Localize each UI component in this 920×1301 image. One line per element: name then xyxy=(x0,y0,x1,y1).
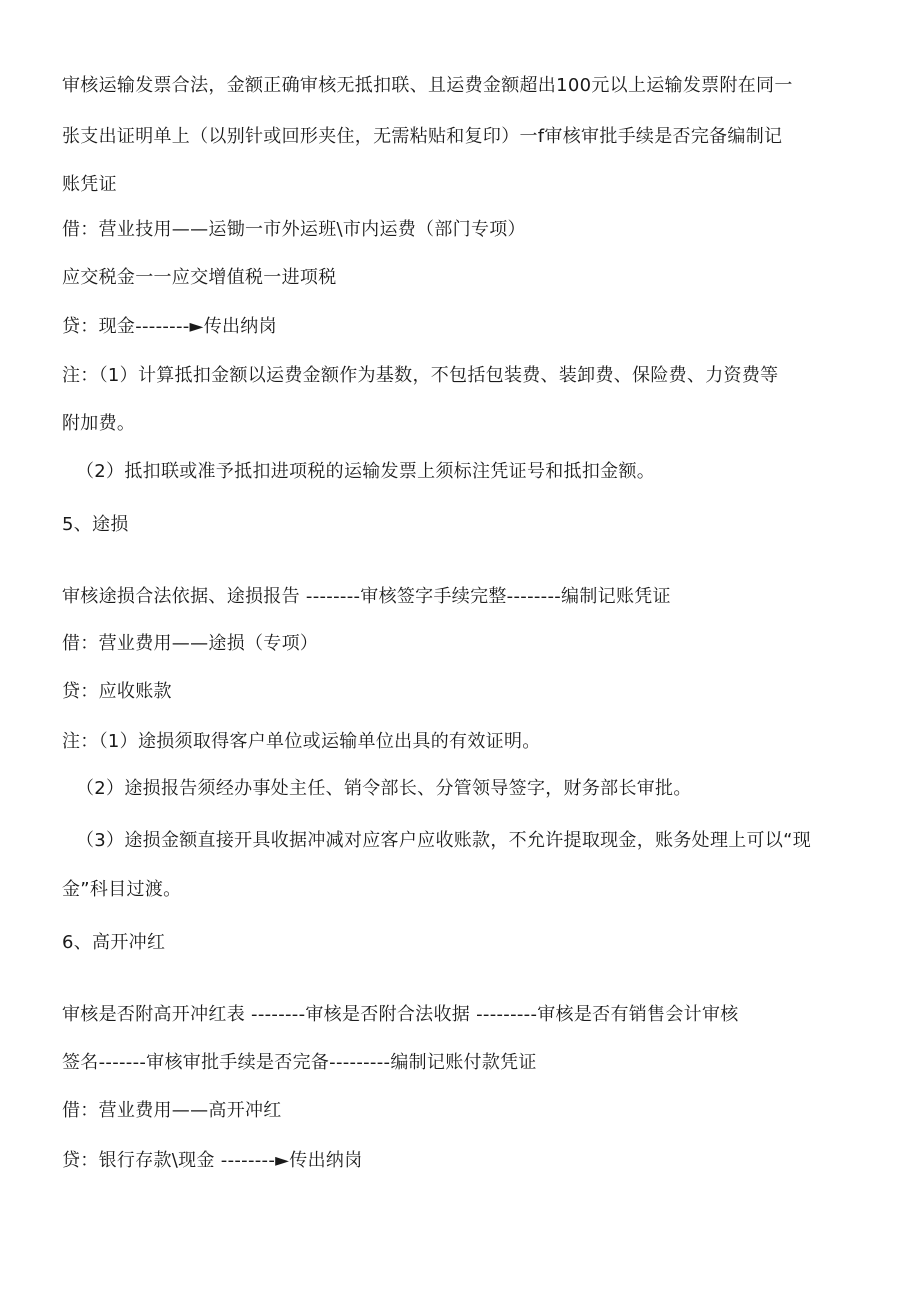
note-loss-2: （2）途损报告须经办事处主任、销令部长、分管领导签字，财务部长审批。 xyxy=(76,778,692,799)
debit-line-transport: 借：营业技用——运锄一市外运班\市内运费（部门专项） xyxy=(62,219,526,240)
credit-line-receivable: 贷：应收账款 xyxy=(62,681,172,702)
note-loss-3: （3）途损金额直接开具收据冲减对应客户应收账款，不允许提取现金，账务处理上可以“现 xyxy=(76,830,812,851)
text-line-1: 审核运输发票合法，金额正确审核无抵扣联、且运费金额超出100元以上运输发票附在同一 xyxy=(62,75,793,96)
note-loss-3-cont: 金”科目过渡。 xyxy=(62,879,182,900)
process-line-reversal-1: 审核是否附高开冲红表 --------审核是否附合法收据 ---------审核是否有销售会计审核 xyxy=(62,1004,739,1025)
process-line-loss: 审核途损合法依据、途损报告 --------审核签字手续完整--------编制记账凭证 xyxy=(62,586,671,607)
process-line-reversal-2: 签名-------审核审批手续是否完备---------编制记账付款凭证 xyxy=(62,1052,537,1073)
credit-line-cash: 贷：现金--------►传出纳岗 xyxy=(62,316,277,337)
credit-line-bank: 贷：银行存款\现金 --------►传出纳岗 xyxy=(62,1150,363,1171)
section-heading-6: 6、高开冲红 xyxy=(62,932,166,953)
vat-line: 应交税金一一应交增值税一进项税 xyxy=(62,267,337,288)
text-line-3: 账凭证 xyxy=(62,174,117,195)
note-line-1: 注：（1）计算抵扣金额以运费金额作为基数，不包括包装费、装卸费、保险费、力资费等 xyxy=(62,365,779,386)
note-loss-1: 注：（1）途损须取得客户单位或运输单位出具的有效证明。 xyxy=(62,731,541,752)
section-heading-5: 5、途损 xyxy=(62,514,129,535)
note-line-2: （2）抵扣联或准予抵扣进项税的运输发票上须标注凭证号和抵扣金额。 xyxy=(76,461,656,482)
debit-line-reversal: 借：营业费用——高开冲红 xyxy=(62,1100,282,1121)
note-line-1-cont: 附加费。 xyxy=(62,413,136,434)
text-line-2: 张支出证明单上（以别针或回形夹住，无需粘贴和复印）一f审核审批手续是否完备编制记 xyxy=(62,126,783,147)
debit-line-loss: 借：营业费用——途损（专项） xyxy=(62,633,319,654)
